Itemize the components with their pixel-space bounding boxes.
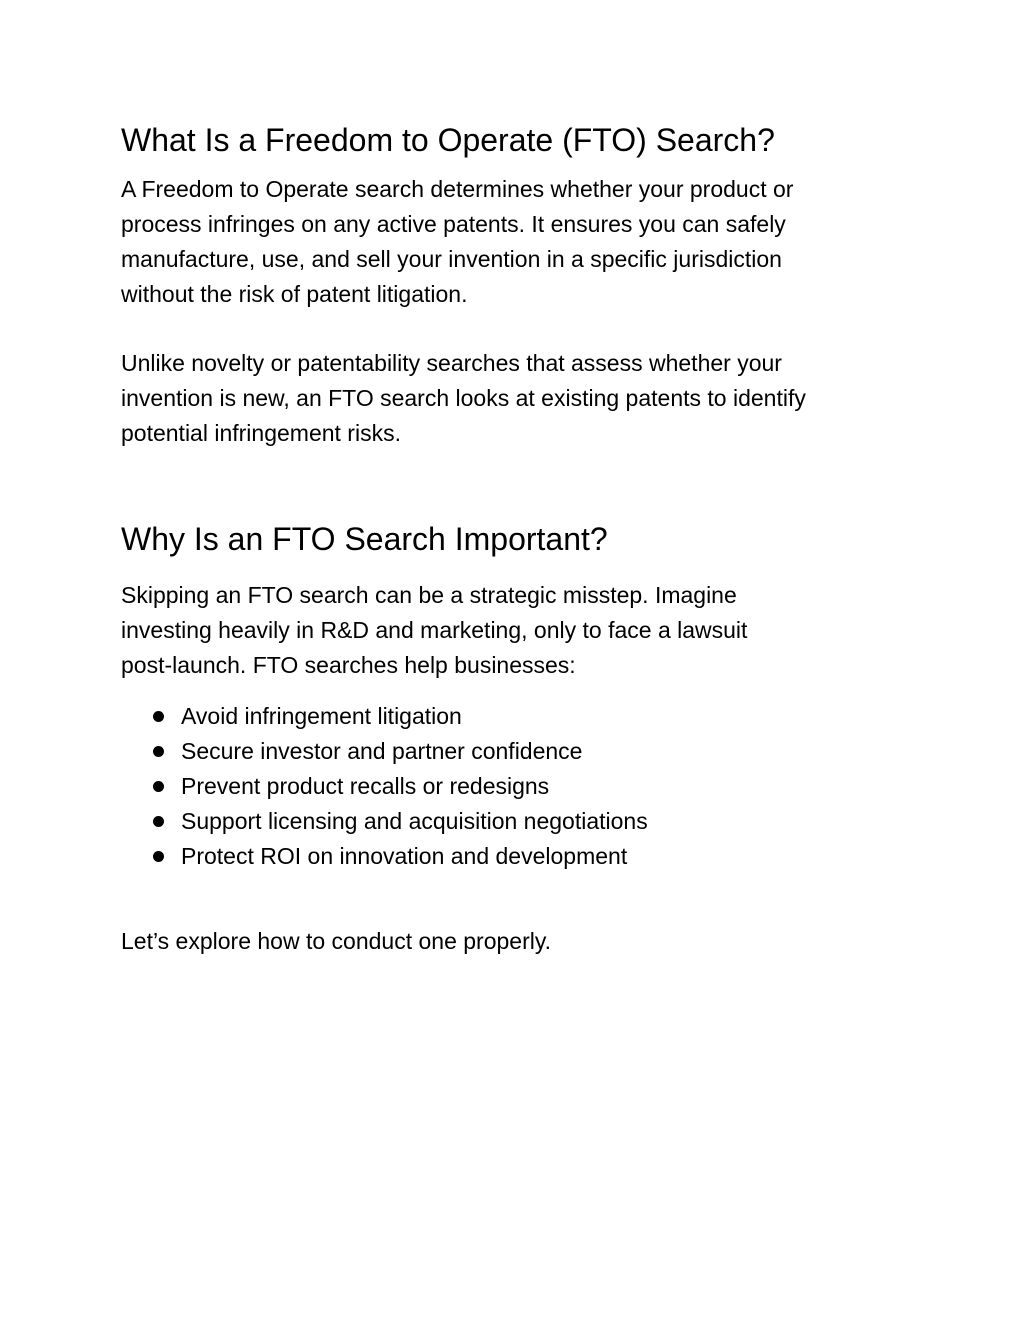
bullet-icon [153, 816, 164, 827]
paragraph-skipping-fto [121, 578, 881, 683]
paragraph-line: Skipping an FTO search can be a strategic misstep. Imagine [121, 582, 737, 608]
paragraph-line: without the risk of patent litigation. [121, 281, 468, 307]
paragraph-line: invention is new, an FTO search looks at existing patents to identify [121, 385, 806, 411]
paragraph-closing: Let’s explore how to conduct one properly. [121, 928, 552, 954]
paragraph-line: process infringes on any active patents. It ensures you can safely [121, 211, 786, 237]
bullet-icon [153, 746, 164, 757]
paragraph-fto-vs-novelty [121, 346, 881, 451]
paragraph-line: A Freedom to Operate search determines whether your product or [121, 176, 794, 202]
paragraph-line: Unlike novelty or patentability searches that assess whether your [121, 350, 782, 376]
heading-what-is-fto: What Is a Freedom to Operate (FTO) Search? [121, 122, 775, 158]
benefits-list [121, 699, 648, 874]
paragraph-line: potential infringement risks. [121, 420, 401, 446]
list-item: Protect ROI on innovation and development [121, 839, 648, 874]
paragraph-fto-definition [121, 172, 881, 312]
list-item: Secure investor and partner confidence [121, 734, 648, 769]
paragraph-line: post-launch. FTO searches help businesses: [121, 652, 576, 678]
bullet-icon [153, 711, 164, 722]
bullet-icon [153, 851, 164, 862]
paragraph-line: investing heavily in R&D and marketing, only to face a lawsuit [121, 617, 748, 643]
bullet-icon [153, 781, 164, 792]
heading-why-important: Why Is an FTO Search Important? [121, 521, 608, 557]
list-item: Avoid infringement litigation [121, 699, 648, 734]
list-item: Prevent product recalls or redesigns [121, 769, 648, 804]
list-item: Support licensing and acquisition negotiations [121, 804, 648, 839]
paragraph-line: manufacture, use, and sell your invention in a specific jurisdiction [121, 246, 782, 272]
